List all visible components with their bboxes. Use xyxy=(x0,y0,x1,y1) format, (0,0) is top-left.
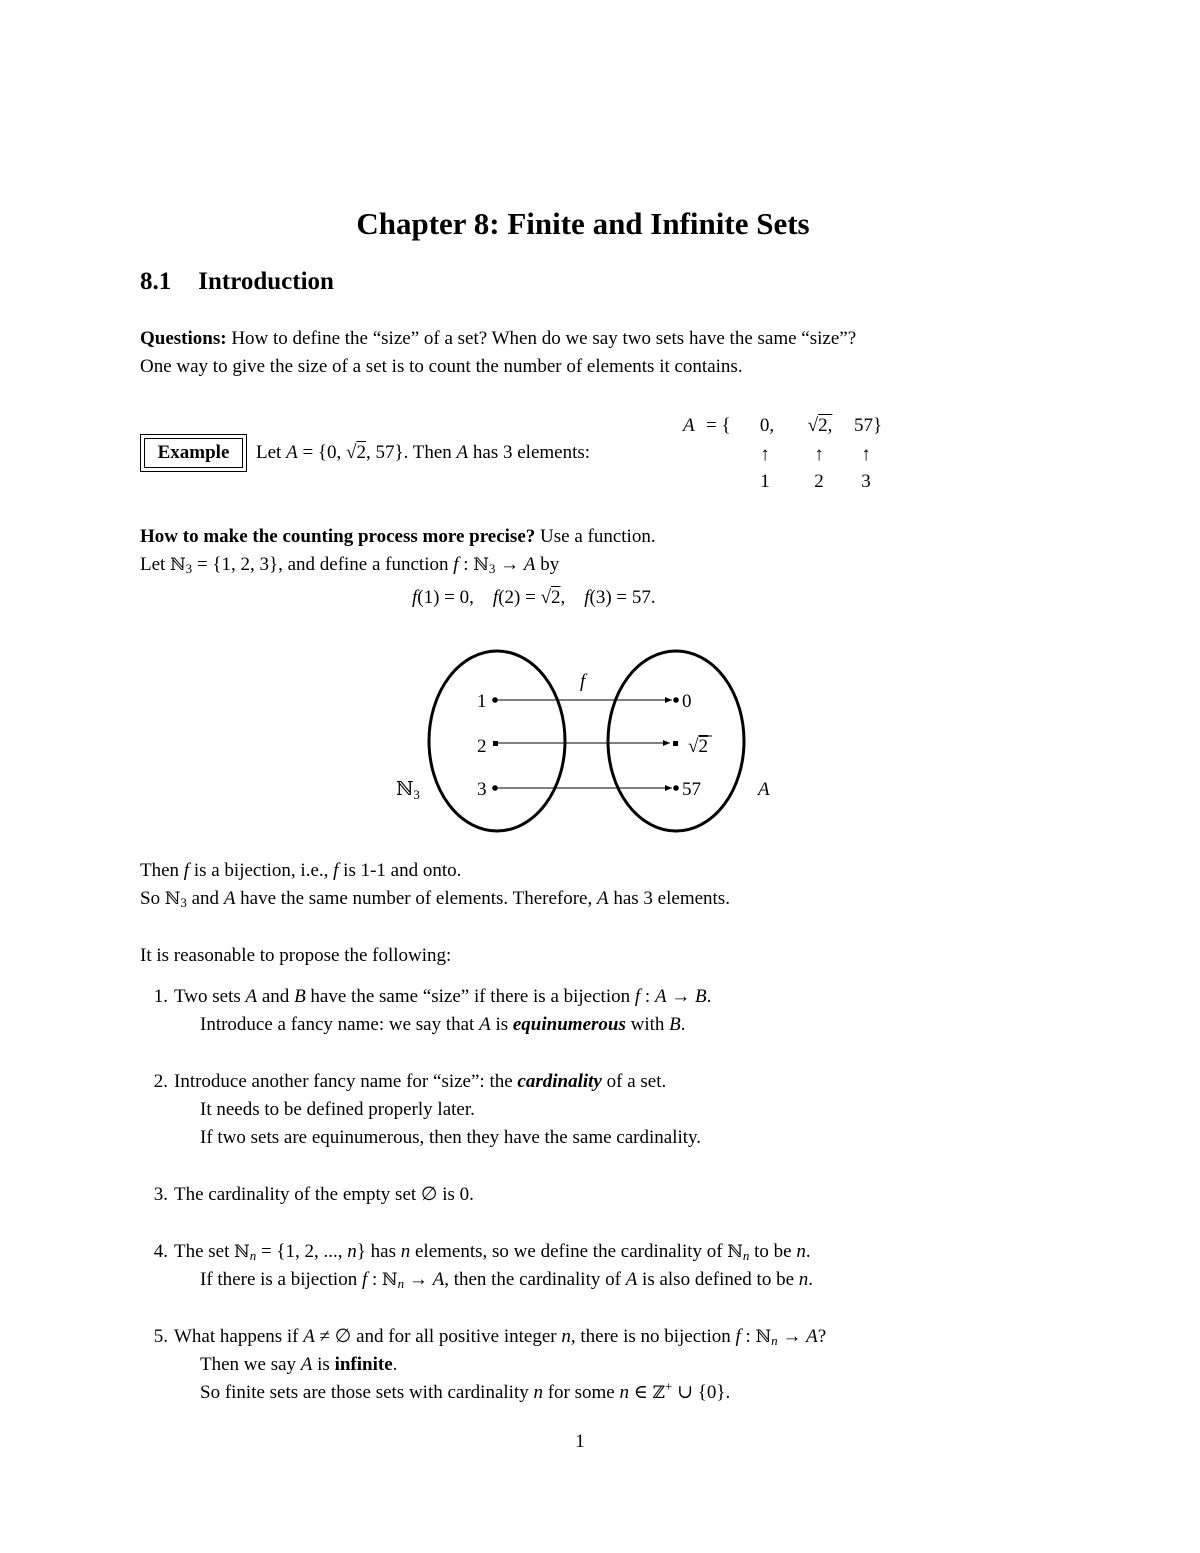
list-item-1-line2: Introduce a fancy name: we say that A is equinumerous with B. xyxy=(200,1014,686,1035)
table-element-sqrt2: √2, xyxy=(807,415,833,436)
function-label: f xyxy=(580,671,586,692)
same-number-line: So ℕ$_3$ and A have the same number of elements. Therefore, A has 3 elements. xyxy=(140,888,730,910)
bijection-line: Then f is a bijection, i.e., f is 1-1 and onto. xyxy=(140,860,462,881)
codomain-label: A xyxy=(758,779,770,800)
list-item-5-line2: Then we say A is infinite. xyxy=(200,1354,398,1375)
domain-element-3: 3 xyxy=(477,779,487,800)
list-item-4-line2: If there is a bijection f : ℕ$_n$ → A, then the cardinality of A is also defined to be n. xyxy=(200,1269,814,1291)
questions-label: Questions: xyxy=(140,328,227,349)
codomain-point xyxy=(673,697,679,703)
up-arrow-icon: ↑ xyxy=(814,444,824,465)
table-eq-brace: = { xyxy=(706,415,731,436)
up-arrow-icon: ↑ xyxy=(760,444,770,465)
table-index-2: 2 xyxy=(814,471,824,492)
propose-line: It is reasonable to propose the following: xyxy=(140,945,452,966)
list-item-4: 4. The set ℕ$_n$ = {1, 2, ..., n} has n elements, so we define the cardinality of ℕ$_n$ to be n. xyxy=(153,1241,811,1263)
table-element-57: 57} xyxy=(853,415,883,436)
domain-point xyxy=(492,785,498,791)
table-set-name: A xyxy=(683,415,695,436)
section-heading xyxy=(140,268,334,296)
list-item-5-line3: So finite sets are those sets with cardinality n for some n ∈ ℤ+ ∪ {0}. xyxy=(200,1378,731,1403)
questions-text: How to define the “size” of a set? When do we say two sets have the same “size”? xyxy=(226,328,857,349)
domain-point xyxy=(492,697,498,703)
list-item-3: 3. The cardinality of the empty set ∅ is 0. xyxy=(153,1184,474,1205)
counting-question: How to make the counting process more precise? Use a function. xyxy=(140,526,656,547)
chapter-title: Chapter 8: Finite and Infinite Sets xyxy=(356,206,810,241)
up-arrow-icon: ↑ xyxy=(861,444,871,465)
table-index-3: 3 xyxy=(861,471,871,492)
example-box xyxy=(140,434,247,472)
codomain-point xyxy=(673,785,679,791)
function-values: f(1) = 0, f(2) = √2, f(3) = 57. xyxy=(412,587,656,608)
codomain-element-sqrt2: √2 xyxy=(688,736,708,757)
domain-element-2: 2 xyxy=(477,736,487,757)
domain-label: ℕ$_3$ xyxy=(396,779,420,802)
mapping-diagram xyxy=(380,645,800,845)
example-text: Let A = {0, √2, 57}. Then A has 3 elements: xyxy=(256,442,591,463)
list-item-1: 1. Two sets A and B have the same “size” if there is a bijection f : A → B. xyxy=(153,986,712,1007)
codomain-element-57: 57 xyxy=(682,779,701,800)
table-element-0: 0, xyxy=(759,415,775,436)
table-index-1: 1 xyxy=(760,471,770,492)
domain-point xyxy=(493,741,498,746)
list-item-5: 5. What happens if A ≠ ∅ and for all positive integer n, there is no bijection f : ℕ$_n$ → A? xyxy=(153,1326,827,1348)
codomain-point xyxy=(673,741,678,746)
example-label: Example xyxy=(144,438,243,468)
codomain-element-0: 0 xyxy=(682,691,692,712)
page-number: 1 xyxy=(575,1431,585,1452)
function-definition-line: Let ℕ$_3$ = {1, 2, 3}, and define a function f : ℕ$_3$ → A by xyxy=(140,554,560,576)
domain-element-1: 1 xyxy=(477,691,487,712)
list-item-2-line3: If two sets are equinumerous, then they have the same cardinality. xyxy=(200,1127,702,1148)
questions-line xyxy=(140,327,856,351)
list-item-2-line2: It needs to be defined properly later. xyxy=(200,1099,475,1120)
section-number: 8.1 xyxy=(140,268,172,295)
list-item-2: 2. Introduce another fancy name for “size”: the cardinality of a set. xyxy=(153,1071,667,1092)
counting-idea-line: One way to give the size of a set is to count the number of elements it contains. xyxy=(140,356,743,377)
section-title: Introduction xyxy=(198,268,334,295)
